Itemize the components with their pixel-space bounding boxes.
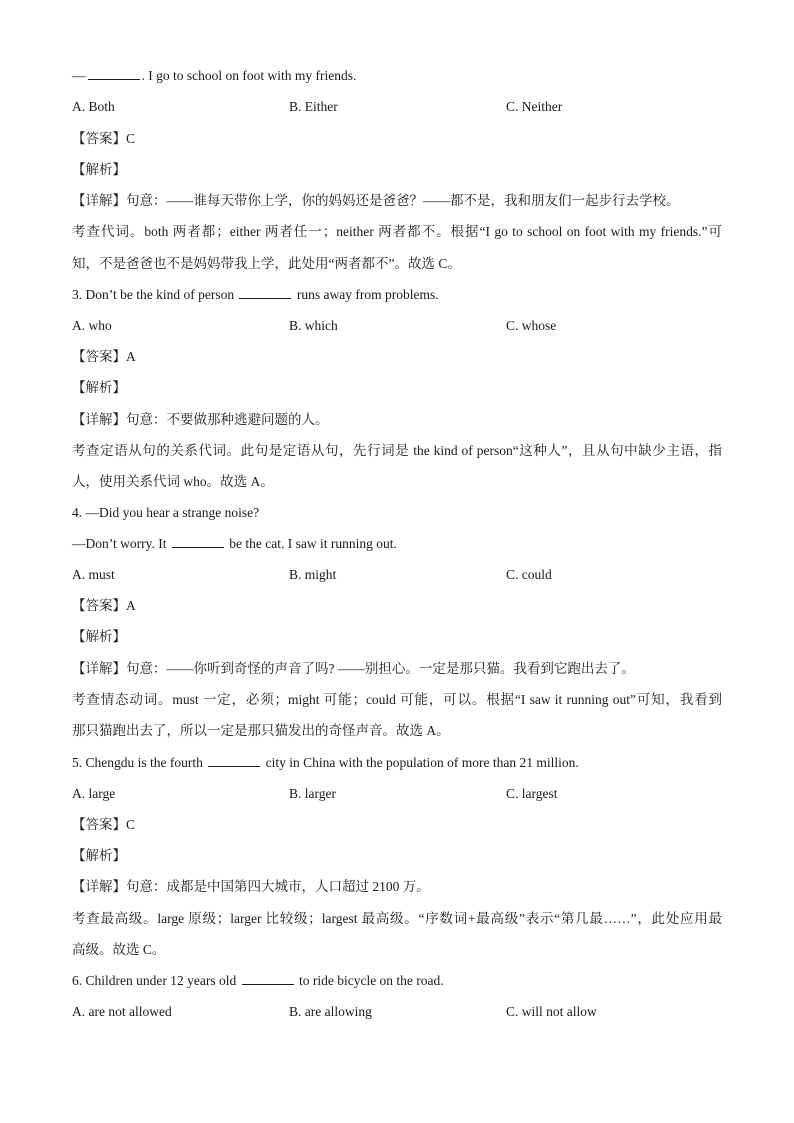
q3-blank xyxy=(239,286,291,299)
q3-option-b: B. which xyxy=(289,318,338,333)
q2-stem-text: . I go to school on foot with my friends. xyxy=(141,68,357,83)
q5-analysis-label: 【解析】 xyxy=(72,848,126,863)
q5-stem-pre: 5. Chengdu is the fourth xyxy=(72,755,203,770)
q6-stem-pre: 6. Children under 12 years old xyxy=(72,973,237,988)
q3-answer: 【答案】A xyxy=(72,349,136,364)
q2-option-a: A. Both xyxy=(72,99,115,114)
q3-stem-pre: 3. Don’t be the kind of person xyxy=(72,287,235,302)
q4-explain-2: 那只猫跑出去了，所以一定是那只猫发出的奇怪声音。故选 A。 xyxy=(72,723,450,738)
q5-stem-post: city in China with the population of more than 21 million. xyxy=(265,755,579,770)
q5-option-c: C. largest xyxy=(506,786,558,801)
q2-stem xyxy=(72,67,356,85)
q4-option-a: A. must xyxy=(72,567,115,582)
q4-option-c: C. could xyxy=(506,567,552,582)
q4-detail: 【详解】句意：——你听到奇怪的声音了吗? ——别担心。一定是那只猫。我看到它跑出去了。 xyxy=(72,661,635,676)
q3-detail: 【详解】句意：不要做那种逃避问题的人。 xyxy=(72,412,329,427)
q4-option-b: B. might xyxy=(289,567,337,582)
q4-explain-1: 考查情态动词。must 一定，必须；might 可能；could 可能，可以。根据“I saw it running out”可知，我看到 xyxy=(72,692,722,707)
q5-explain-2: 高级。故选 C。 xyxy=(72,942,166,957)
q6-stem xyxy=(72,972,444,990)
q3-option-a: A. who xyxy=(72,318,112,333)
q4-stem-1: 4. —Did you hear a strange noise? xyxy=(72,505,260,520)
q4-stem-2-post: be the cat. I saw it running out. xyxy=(229,536,397,551)
q6-option-a: A. are not allowed xyxy=(72,1004,172,1019)
q3-stem xyxy=(72,286,439,304)
q2-answer: 【答案】C xyxy=(72,131,136,146)
q2-detail: 【详解】句意：——谁每天带你上学，你的妈妈还是爸爸？——都不是，我和朋友们一起步行去学校。 xyxy=(72,193,680,208)
q2-option-c: C. Neither xyxy=(506,99,563,114)
q6-option-c: C. will not allow xyxy=(506,1004,597,1019)
q2-analysis-label: 【解析】 xyxy=(72,162,126,177)
q6-stem-post: to ride bicycle on the road. xyxy=(298,973,444,988)
q2-option-b: B. Either xyxy=(289,99,338,114)
q5-answer: 【答案】C xyxy=(72,817,136,832)
q4-stem-2-pre: —Don’t worry. It xyxy=(72,536,167,551)
q4-answer: 【答案】A xyxy=(72,598,136,613)
q3-analysis-label: 【解析】 xyxy=(72,380,126,395)
q2-blank xyxy=(88,67,140,80)
q2-explain-2: 知，不是爸爸也不是妈妈带我上学，此处用“两者都不”。故选 C。 xyxy=(72,256,461,271)
q2-stem-dash: — xyxy=(72,68,86,83)
q2-explain-1: 考查代词。both 两者都；either 两者任一；neither 两者都不。根据“I go to school on foot with my friends.”可 xyxy=(72,224,722,239)
q5-explain-1: 考查最高级。large 原级；larger 比较级；largest 最高级。“序数词+最高级”表示“第几最……”，此处应用最 xyxy=(72,911,722,926)
q4-stem-2 xyxy=(72,535,397,553)
q6-option-b: B. are allowing xyxy=(289,1004,372,1019)
q3-option-c: C. whose xyxy=(506,318,557,333)
q4-analysis-label: 【解析】 xyxy=(72,629,126,644)
q6-blank xyxy=(242,972,294,985)
q4-blank xyxy=(172,535,224,548)
q5-option-b: B. larger xyxy=(289,786,336,801)
q3-explain-2: 人，使用关系代词 who。故选 A。 xyxy=(72,474,274,489)
q5-stem xyxy=(72,754,579,772)
q5-detail: 【详解】句意：成都是中国第四大城市，人口超过 2100 万。 xyxy=(72,879,430,894)
q5-blank xyxy=(208,754,260,767)
q3-stem-post: runs away from problems. xyxy=(296,287,439,302)
q5-option-a: A. large xyxy=(72,786,116,801)
q3-explain-1: 考查定语从句的关系代词。此句是定语从句，先行词是 the kind of person“这种人”，且从句中缺少主语，指 xyxy=(72,443,722,458)
